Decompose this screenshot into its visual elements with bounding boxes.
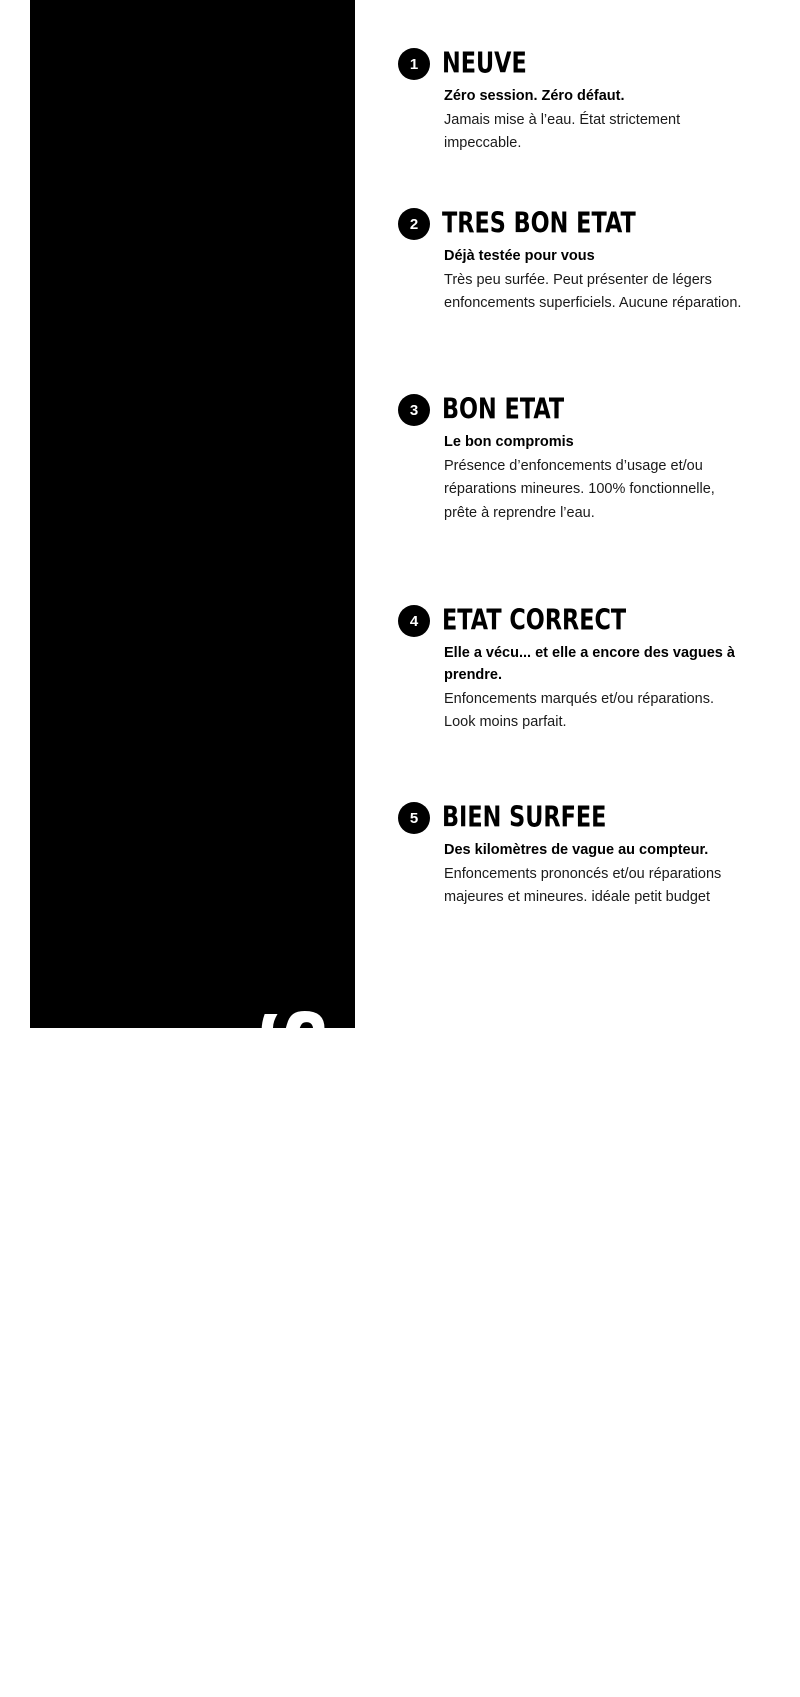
side-panel — [30, 0, 355, 1697]
entry-header — [398, 605, 743, 637]
page-title: ETAT DES PLANCHES — [248, 1008, 345, 1697]
list-item — [398, 394, 743, 525]
entry-title: TRES BON ETAT — [442, 207, 636, 241]
entry-header — [398, 394, 743, 426]
entry-lead: Déjà testée pour vous — [444, 248, 595, 264]
list-item — [398, 48, 743, 156]
condition-list — [398, 0, 758, 1028]
badge-number: 4 — [398, 605, 430, 637]
entry-body — [444, 643, 743, 734]
list-item — [398, 208, 743, 316]
entry-description: Enfoncements marqués et/ou réparations. Look moins parfait. — [444, 690, 715, 730]
entry-header — [398, 208, 743, 240]
badge-number: 5 — [398, 802, 430, 834]
entry-lead: Zéro session. Zéro défaut. — [444, 88, 625, 104]
entry-description: Présence d’enfoncements d’usage et/ou réparations mineures. 100% fonctionnelle, prête à reprendre l’eau. — [444, 457, 715, 521]
entry-title: BIEN SURFEE — [442, 801, 607, 835]
entry-header — [398, 48, 743, 80]
entry-body — [444, 840, 743, 910]
entry-title: BON ETAT — [442, 393, 565, 427]
badge-number: 1 — [398, 48, 430, 80]
entry-description: Jamais mise à l’eau. État strictement impeccable. — [444, 111, 681, 152]
entry-header — [398, 802, 743, 834]
badge-number: 2 — [398, 208, 430, 240]
entry-lead: Elle a vécu... et elle a encore des vagues à prendre. — [444, 645, 735, 683]
entry-description: Très peu surfée. Peut présenter de légers enfoncements superficiels. Aucune réparation. — [444, 271, 742, 312]
entry-body — [444, 432, 743, 525]
entry-title: NEUVE — [442, 47, 527, 81]
list-item — [398, 605, 743, 734]
entry-description: Enfoncements prononcés et/ou réparations majeures et mineures. idéale petit budget — [444, 865, 722, 906]
entry-title: ETAT CORRECT — [442, 604, 627, 638]
entry-body — [444, 246, 743, 316]
side-title-wrap — [30, 0, 355, 1697]
list-item — [398, 802, 743, 910]
badge-number: 3 — [398, 394, 430, 426]
entry-lead: Des kilomètres de vague au compteur. — [444, 842, 709, 858]
entry-body — [444, 86, 743, 156]
entry-lead: Le bon compromis — [444, 434, 574, 450]
